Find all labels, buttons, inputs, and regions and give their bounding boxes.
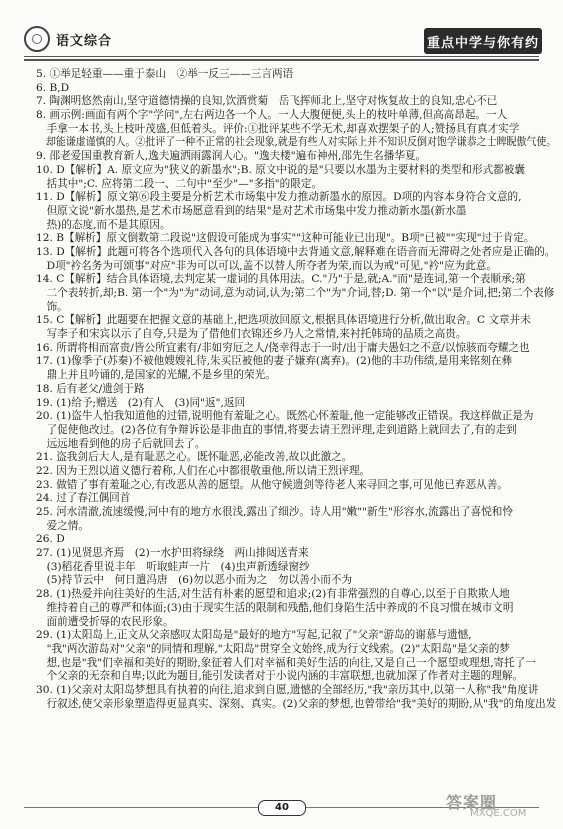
answer-line: 维持着自己的尊严和体面;(3)由于现实生活的限制和残酷,他们身陷生活中养成的不良习惯在城市文明 (36, 601, 514, 614)
answer-line: 27. (1)见贤思齐焉 (2)一水护田将绿绕 两山排闼送青来 (36, 547, 309, 560)
answer-line: 15. C【解析】此题要在把握文意的基础上,把选项放回原文,根据具体语境进行分析,做出取舍。C 文章并未 (36, 314, 531, 327)
answer-line: 16. 所谓将相而富贵/皆公所宜素有/非如穷厄之人/侥幸得志于一时/出于庸夫愚妇之不意/以惊骇而夸耀之也 (36, 341, 530, 354)
answer-line: 18. 后有老父/遗剑于路 (36, 382, 145, 395)
answer-line: 29. (1)太阳岛上,正文从父亲感叹太阳岛是"最好的地方"写起,记叙了"父亲"游岛的谢慕与遗憾, (36, 629, 472, 642)
page-header (0, 0, 563, 62)
answer-line: 但原文说"新水墨热,是艺术市场愿意看到的结果"是对艺术市场集中发力推动新水墨(新水墨 (36, 204, 467, 217)
answer-line: 12. B【解析】原文倒数第二段说"这假设可能成为事实""这种可能业已出现"。B项"已被""实现"过于肯定。 (36, 232, 535, 245)
answer-text (36, 68, 556, 711)
answer-line: 二个表转折,却;B. 第一个"为"为"动词,意为动词,认为;第二个"为"介词,替;D. 第一个"以"是介词,把;第二个表修 (36, 287, 555, 299)
answer-line: D项"衿名务为可颂事"对应"非为可以可以,盖不以替人所夺者为荣,而以为戒"可见,"衿"应为此意。 (36, 259, 497, 272)
watermark-url: MXQE.COM (470, 808, 527, 819)
answer-line: 行叙述,使父亲形象塑造得更显真实、深刻、真实。(2)父亲的梦想,也曾带给"我"美好的期盼,从"我"的角度出发 (36, 697, 557, 710)
answer-line: 想,也是"我"们幸福和美好的期盼,象征着人们对幸福和美好生活的向往,又是自己一个愿望或理想,寄托了一 (36, 656, 536, 669)
answer-line: (3)稻花香里说丰年 听取蛙声一片 (4)虫声新透绿窗纱 (36, 560, 310, 573)
answer-line: 9. 邵老爱国重教育新人,逸夫遍洒雨露润人心。"逸夫楼"遍布神州,邵先生名播华夏。 (36, 150, 427, 163)
answer-line: 7. 陶渊明悠然南山,坚守道德情操的良知,饮酒赏菊 岳飞挥师北上,坚守对恢复故土的良知,忠心不已 (36, 95, 498, 108)
answer-line: 5. ①举足轻重——重于泰山 ②举一反三——三言两语 (36, 68, 294, 80)
answer-line: (5)持节云中 何日遣冯唐 (6)勿以恶小而为之 勿以善小而不为 (36, 574, 353, 587)
answer-line: 热)的态度,而不是其原因。 (36, 218, 171, 231)
answer-line: 20. (1)盗牛人怕我知道他的过错,说明他有羞耻之心。既然心怀羞耻,他一定能够改正错误。我这样做正是为 (36, 410, 534, 423)
answer-line: 写李子和宋宾以示了自夸,只是为了借他们衣锦还乡乃人之常情,来衬托韩琦的品质之高贵。 (36, 328, 467, 341)
answer-line: 26. D (36, 533, 65, 546)
subject-title: 语文综合 (56, 34, 113, 49)
answer-line: 鼎上并且吟诵的,是国家的光耀,不是乡里的荣光。 (36, 369, 276, 382)
answer-line: 11. D【解析】原文第⑥段主要是分析艺术市场集中发力推动新墨水的原因。D项的内容本身符合文意的, (36, 191, 522, 204)
answer-line: 手拿一本书,头上枝叶茂盛,但低着头。评价:①批评某些不学无术,却喜欢摆架子的人;赞扬具有真才实学 (36, 122, 520, 135)
school-logo-icon (24, 26, 50, 52)
answer-line: 括其中";C. 应将第二段一、二句中"至少"—"多指"的限定。 (36, 177, 323, 190)
answer-line: 24. 过了春江偶回首 (36, 492, 131, 505)
answer-line: 远远地看到他的房子后就回去了。 (36, 437, 206, 450)
answer-line: 19. (1)给予;赠送 (2)有人 (3)同"返",返回 (36, 396, 246, 409)
answer-line: 17. (1)像季子(苏秦)不被他嫂嫂礼待,朱买臣被他的妻子嫌弃(离弃)。(2)他的丰功伟绩,是用来铭刻在彝 (36, 355, 513, 368)
answer-line: 了促使他改过。(2)各位有争辩诉讼是非曲直的事情,将要去请王烈评理,走到道路上就回去了,有的走到 (36, 423, 517, 436)
answer-line: 13. D【解析】此题可将各个选项代入各句的具体语境中去背通文意,解释难在语音而无滞碍之处者应是正确的。 (36, 245, 556, 258)
answer-line: 25. 河水清澈,流速缓慢,河中有的地方水很浅,露出了细沙。诗人用"嫩""新生"形容水,流露出了喜悦和怜 (36, 506, 513, 518)
answer-line: 30. (1)父亲对太阳岛梦想具有执着的向往,追求到自愿,遗憾的全部经历,"我"亲历其中,以第一人称"我"角度讲 (36, 683, 539, 696)
brand-banner: 重点中学与你有约 (424, 28, 542, 54)
answer-line: 饰。 (36, 300, 68, 313)
header-rule-thick (24, 59, 539, 61)
answer-line: 面前遭受折辱的农民形象。 (36, 615, 174, 628)
answer-line: 个父亲的无奈和自卑;以此为题目,能引发读者对于小说内涵的丰富联想,也就加深了作者对主题的理解。 (36, 670, 524, 683)
answer-line: 21. 盗我剑后大人,是有耻恶之心。既怀耻恶,必能改善,故以此激之。 (36, 451, 353, 464)
answer-line: 28. (1)热爱并向往美好的生活,对生活有朴素的愿望和追求;(2)有非常强烈的自尊心,以至于自欺欺人地 (36, 588, 510, 601)
answer-line: 10. D【解析】A. 原文应为"狭义的新墨水";B. 原文中说的是"只要以水墨为主要材料的类型和形式都被囊 (36, 163, 525, 176)
answer-line: 8. 画示例:画面有两个字"学问",左右两边各一个人。一人大腹便便,头上的枝叶单薄,但高高昂起。一人 (36, 109, 508, 122)
answer-line: 爱之情。 (36, 519, 89, 532)
page-number: 40 (258, 800, 306, 816)
watermark-logo: 答案圈 (446, 793, 498, 812)
answer-line: 6. B,D (36, 81, 70, 94)
answer-line: 14. C【解析】结合具体语境,去判定某一虚词的具体用法。C."乃"于是,就;A."而"是连词,第一个表顺承;第 (36, 273, 526, 286)
answer-line: "我"两次游岛对"父亲"的同情和理解,"太阳岛"贯穿全文始终,成为行文线索。(2)"太阳岛"是父亲的梦 (36, 642, 510, 655)
answer-line: 却能谦虚谨慎的人。②批评了一种不正常的社会现象,就是有些人对实际上并不知识反倒对饱学谦恭之士睥睨傲气使。 (36, 136, 557, 149)
header-rule (24, 56, 539, 57)
answer-line: 23. 做错了事有羞耻之心,有改恶从善的愿望。从他守候遗剑等待老人来寻回之事,可见他已弃恶从善。 (36, 478, 508, 491)
answer-line: 22. 因为王烈以道义德行着称,人们在心中都很敬重他,所以请王烈评理。 (36, 464, 371, 477)
